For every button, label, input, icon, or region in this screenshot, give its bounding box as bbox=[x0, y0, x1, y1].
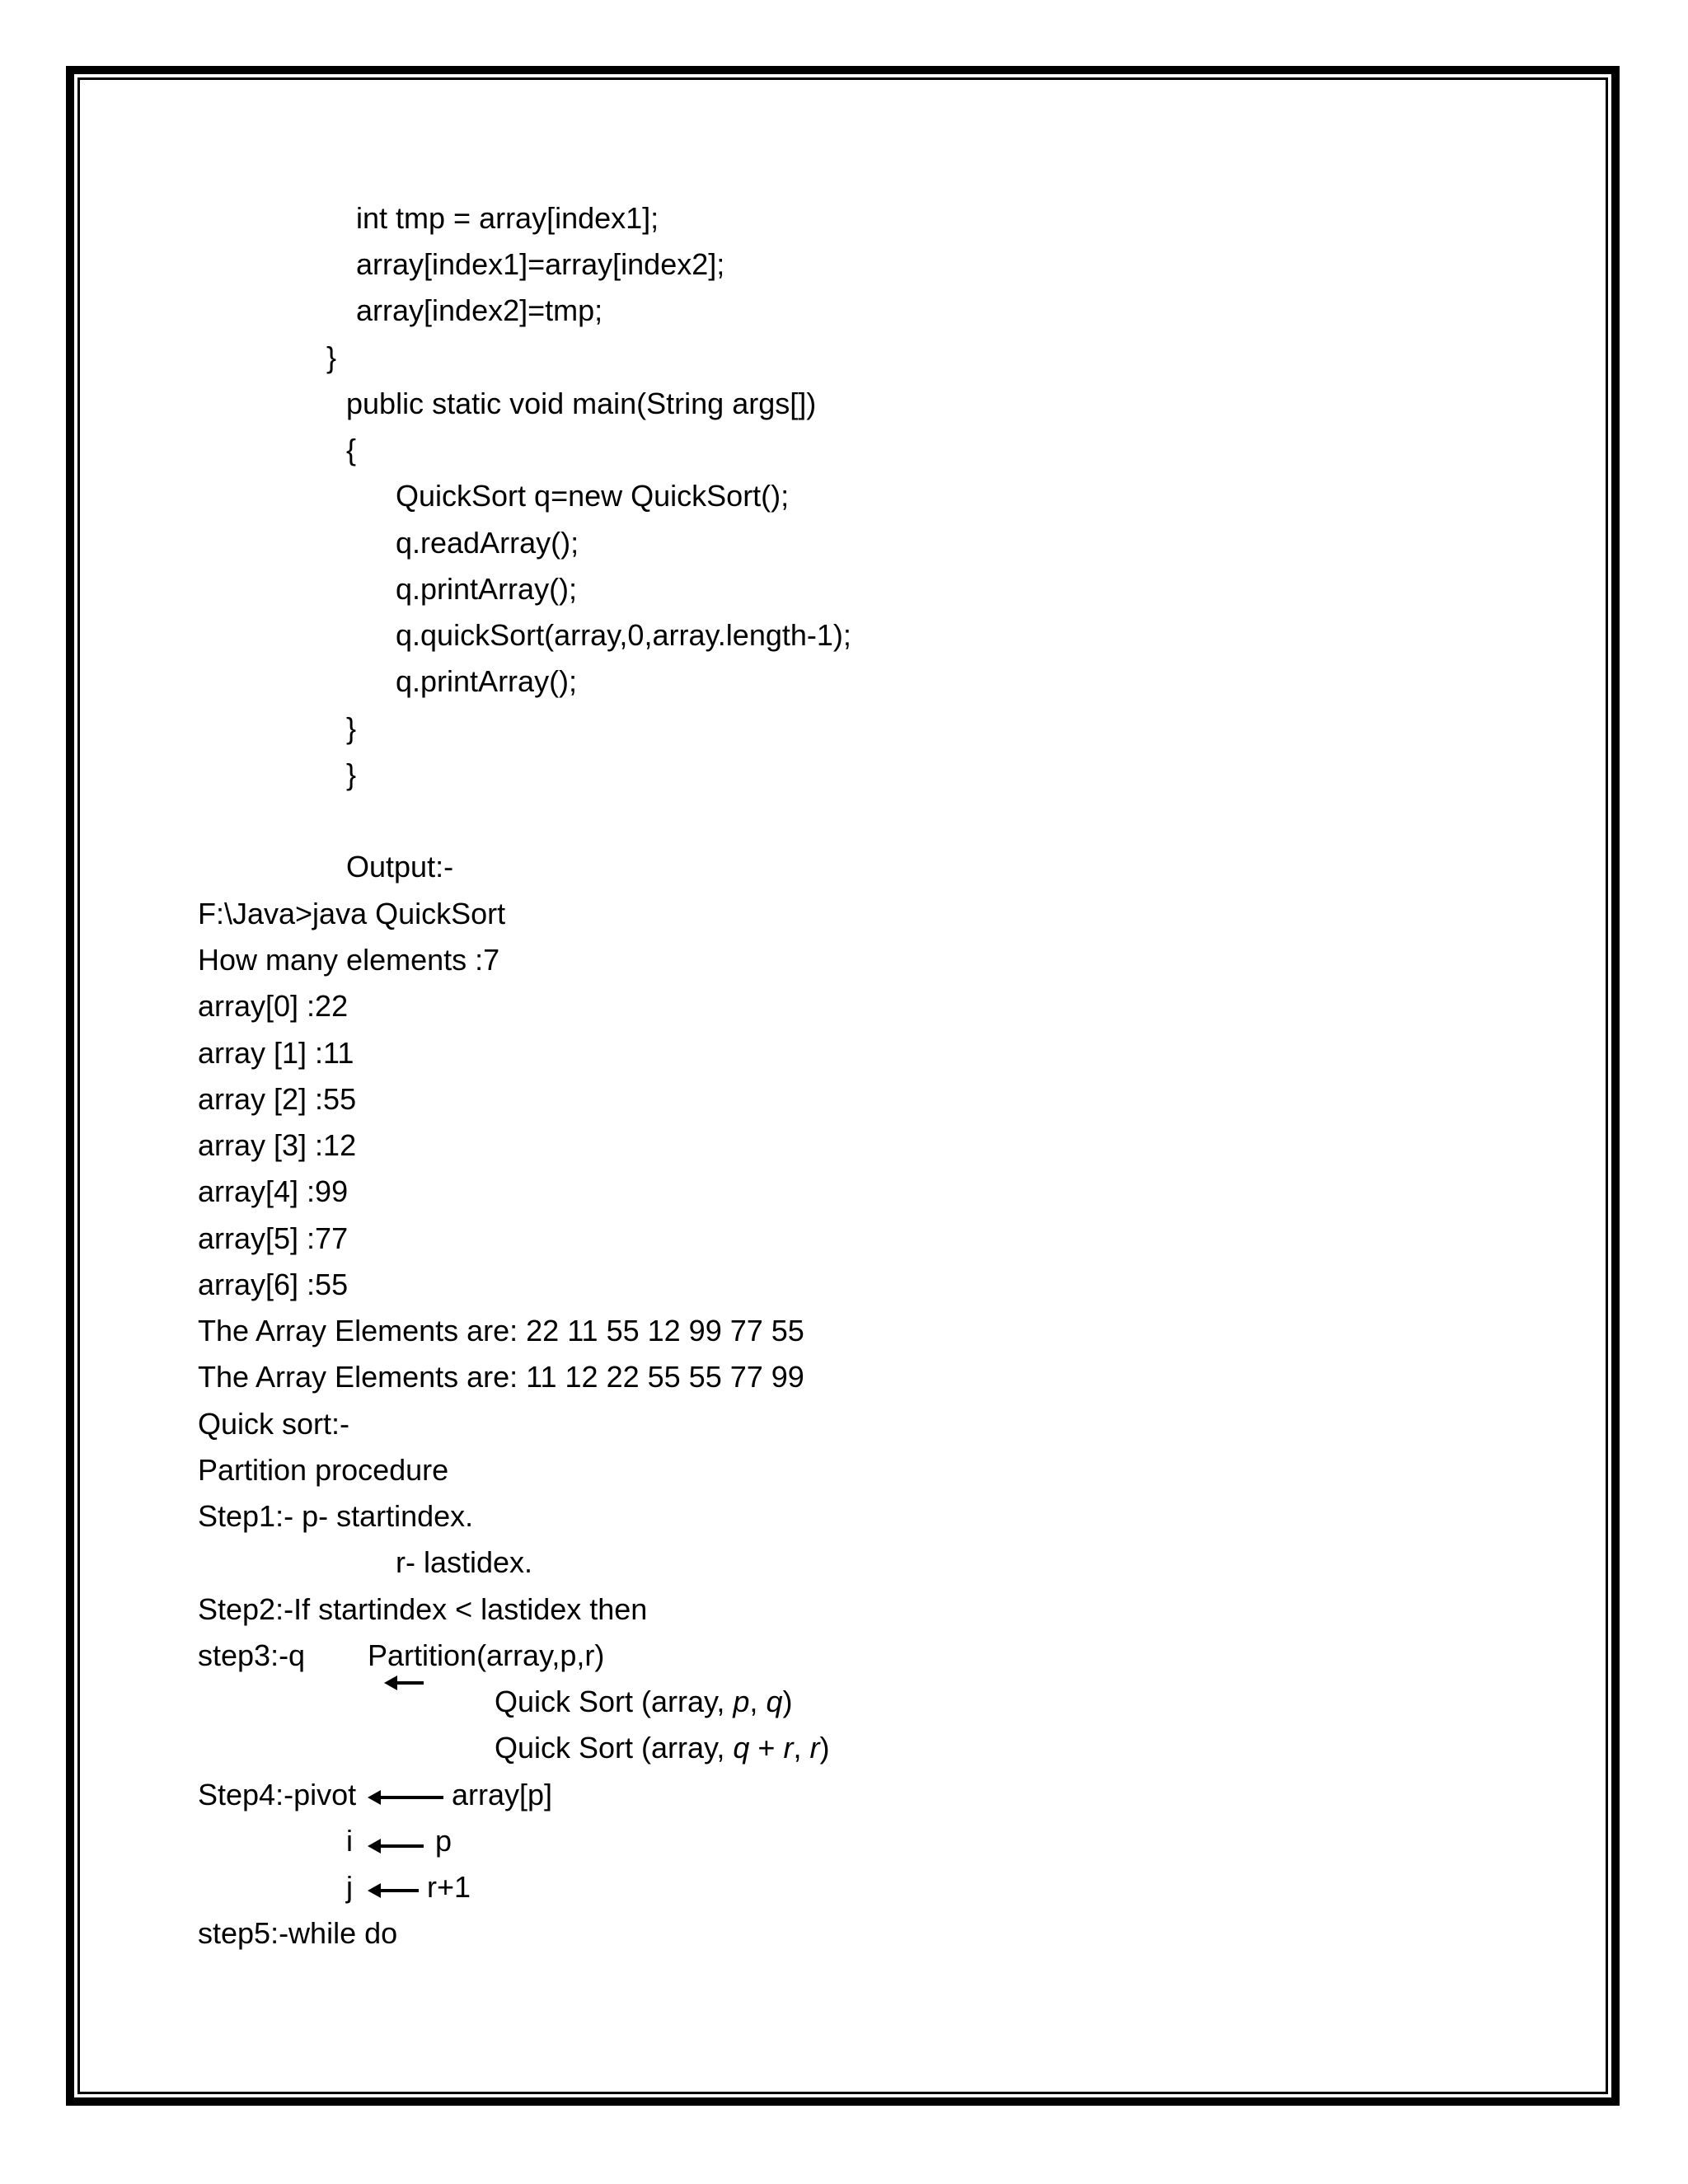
step4-label: Step4:-pivot bbox=[198, 1778, 357, 1811]
step5-line: step5:-while do bbox=[198, 1916, 398, 1950]
step2-line: Step2:-If startindex < lastidex then bbox=[198, 1592, 648, 1626]
output-heading: Output:- bbox=[346, 850, 454, 883]
code-line: } bbox=[326, 340, 337, 374]
i-assign-value: p bbox=[435, 1824, 452, 1858]
j-assign-value: r+1 bbox=[427, 1870, 471, 1904]
output-line: array [2] :55 bbox=[198, 1082, 357, 1116]
algorithm-title: Quick sort:- bbox=[198, 1407, 350, 1441]
code-line: { bbox=[346, 433, 357, 466]
output-line: array[0] :22 bbox=[198, 989, 349, 1023]
code-line: array[index1]=array[index2]; bbox=[356, 247, 725, 281]
code-line: public static void main(String args[]) bbox=[346, 387, 817, 420]
code-line: q.printArray(); bbox=[396, 572, 578, 606]
code-line: q.quickSort(array,0,array.length-1); bbox=[396, 618, 851, 652]
output-line: How many elements :7 bbox=[198, 943, 500, 977]
code-line: } bbox=[346, 757, 357, 791]
step3-value: Partition(array,p,r) bbox=[368, 1638, 605, 1672]
output-line: array [3] :12 bbox=[198, 1128, 357, 1162]
quicksort-call-2: Quick Sort (array, q + r, r) bbox=[495, 1731, 830, 1765]
step1-continuation: r- lastidex. bbox=[396, 1545, 533, 1579]
output-line: The Array Elements are: 11 12 22 55 55 77 99 bbox=[198, 1360, 804, 1394]
output-line: F:\Java>java QuickSort bbox=[198, 897, 506, 930]
output-line: The Array Elements are: 22 11 55 12 99 77 55 bbox=[198, 1314, 804, 1347]
code-line: array[index2]=tmp; bbox=[356, 293, 603, 327]
j-assign-label: j bbox=[346, 1870, 353, 1904]
step4-value: array[p] bbox=[452, 1778, 553, 1811]
code-line: int tmp = array[index1]; bbox=[356, 201, 659, 235]
quicksort-call-1: Quick Sort (array, p, q) bbox=[495, 1685, 793, 1718]
code-line: } bbox=[346, 711, 357, 745]
output-line: array [1] :11 bbox=[198, 1036, 354, 1070]
code-line: q.readArray(); bbox=[396, 526, 579, 560]
step3-label: step3:-q bbox=[198, 1638, 306, 1672]
output-line: array[4] :99 bbox=[198, 1174, 349, 1208]
step1-line: Step1:- p- startindex. bbox=[198, 1499, 474, 1533]
output-line: array[5] :77 bbox=[198, 1221, 349, 1255]
code-line: q.printArray(); bbox=[396, 664, 578, 698]
i-assign-label: i bbox=[346, 1824, 353, 1858]
algorithm-subtitle: Partition procedure bbox=[198, 1453, 449, 1487]
output-line: array[6] :55 bbox=[198, 1268, 349, 1301]
code-line: QuickSort q=new QuickSort(); bbox=[396, 479, 790, 513]
